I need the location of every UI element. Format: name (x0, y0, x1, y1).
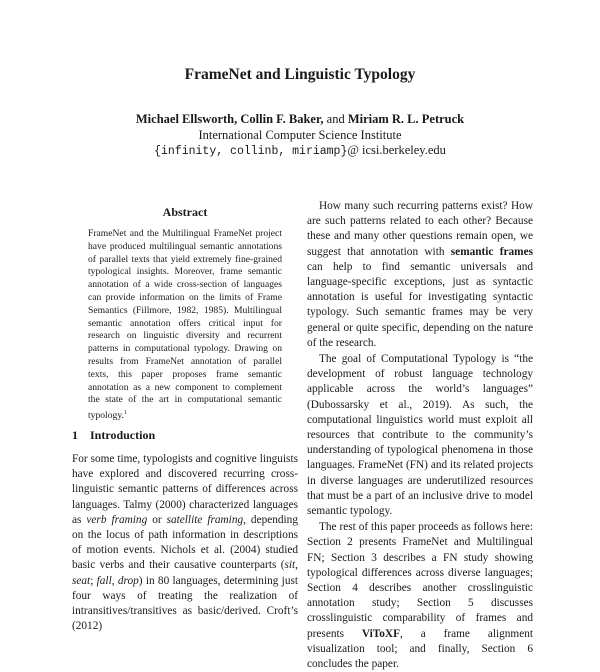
term-semantic-frames: semantic frames (450, 245, 533, 258)
author-block (0, 112, 600, 160)
introduction-paragraph (72, 452, 298, 634)
intro-comma-1: , (295, 559, 298, 572)
author-names-last: Miriam R. L. Petruck (347, 112, 465, 126)
footnote-mark: 1 (123, 410, 127, 417)
right-paragraph-2: The goal of Computational Typology is “the development of robust language technology applicable across the world’s languages” (Dubossarsky et al., 2019). As such, the computational linguistics world must exploit all resources that contribute to the community’s understanding of typological phenomena in those languages. FrameNet (FN) and its related projects in diverse languages are underutilized resources that must be a part of an inclusive drive to model semantic typology. (307, 353, 533, 518)
affiliation: International Computer Science Institute (198, 127, 402, 142)
author-names (0, 112, 600, 128)
term-verb-framing: verb framing (86, 513, 148, 526)
section-number: 1 (72, 428, 78, 442)
right-p1-b: can help to find semantic universals and language-specific exceptions, just as syntactic annotation is useful for investigating syntactic typology. Such semantic frames may be very general or quite specific, depending on the nature of the research. (307, 260, 533, 349)
abstract-body (88, 228, 282, 423)
example-fall: fall (96, 574, 112, 587)
email-domain: @ icsi.berkeley.edu (347, 143, 446, 157)
author-names-first: Michael Ellsworth, Collin F. Baker, (135, 112, 324, 126)
example-sit: sit (284, 559, 296, 572)
intro-or: or (147, 513, 167, 526)
intro-text-a: For some time, typologists and cognitive linguists have explored and discovered recurring cross-linguistic semantic patterns of differences across languages. Talmy (2000) characterized languages as (72, 453, 298, 526)
paper-title: FrameNet and Linguistic Typology (184, 66, 416, 83)
term-satellite-framing: satellite framing (166, 513, 244, 526)
section-title: Introduction (90, 428, 156, 442)
intro-comma-2: , (111, 574, 118, 587)
intro-text-b: , depending on the locus of path information in descriptions of motion events. Nichols et al. (2004) studied basic verbs and their causative counterparts ( (72, 513, 298, 572)
right-p3-a: The rest of this paper proceeds as follows here: Section 2 presents FrameNet and Multilingual FN; Section 3 describes a FN study showing typological differences across diverse languages; Section 4 describes another crosslinguistic annotation study; Section 5 discusses crosslinguistic comparability of frames and presents (307, 521, 533, 640)
intro-text-c: ) in 80 languages, determining just four ways of treating the realization of intransitives/transitives as basic/derived. Croft’s (2012) (72, 574, 298, 633)
section-heading-introduction (72, 428, 298, 443)
term-vitoxf: ViToXF (361, 627, 400, 640)
email-line (0, 143, 600, 160)
right-p3-b: , a frame alignment visualization tool; and finally, Section 6 concludes the paper. (307, 627, 534, 671)
right-p1-a: How many such recurring patterns exist? How are such patterns related to each other? Because these and many other questions remain open, we suggest that annotation with (307, 200, 533, 258)
right-paragraph-1 (307, 199, 533, 351)
email-users: {infinity, collinb, miriamp} (154, 145, 348, 158)
author-and: and (326, 112, 345, 126)
abstract-text: FrameNet and the Multilingual FrameNet project have produced multilingual semantic annotations of parallel texts that yield extremely fine-grained typological insights. Moreover, frame semantic annotation of a wide cross-section of languages can provide information on the limits of Frame Semantics (Fillmore, 1982, 1985). Multilingual semantic annotation offers critical input for research on linguistic diversity and recurrent patterns in computational typology. Drawing on results from FrameNet annotation of parallel texts, this paper proposes frame semantic annotation as a new component to complement the state of the art in computational semantic typology. (88, 228, 282, 422)
example-drop: drop (117, 574, 139, 587)
example-seat: seat (72, 574, 91, 587)
intro-semicolon: ; (90, 574, 97, 587)
right-paragraph-3 (307, 520, 533, 672)
abstract-heading: Abstract (162, 205, 208, 219)
right-column (307, 199, 533, 672)
intro-paragraph-1 (72, 452, 298, 634)
